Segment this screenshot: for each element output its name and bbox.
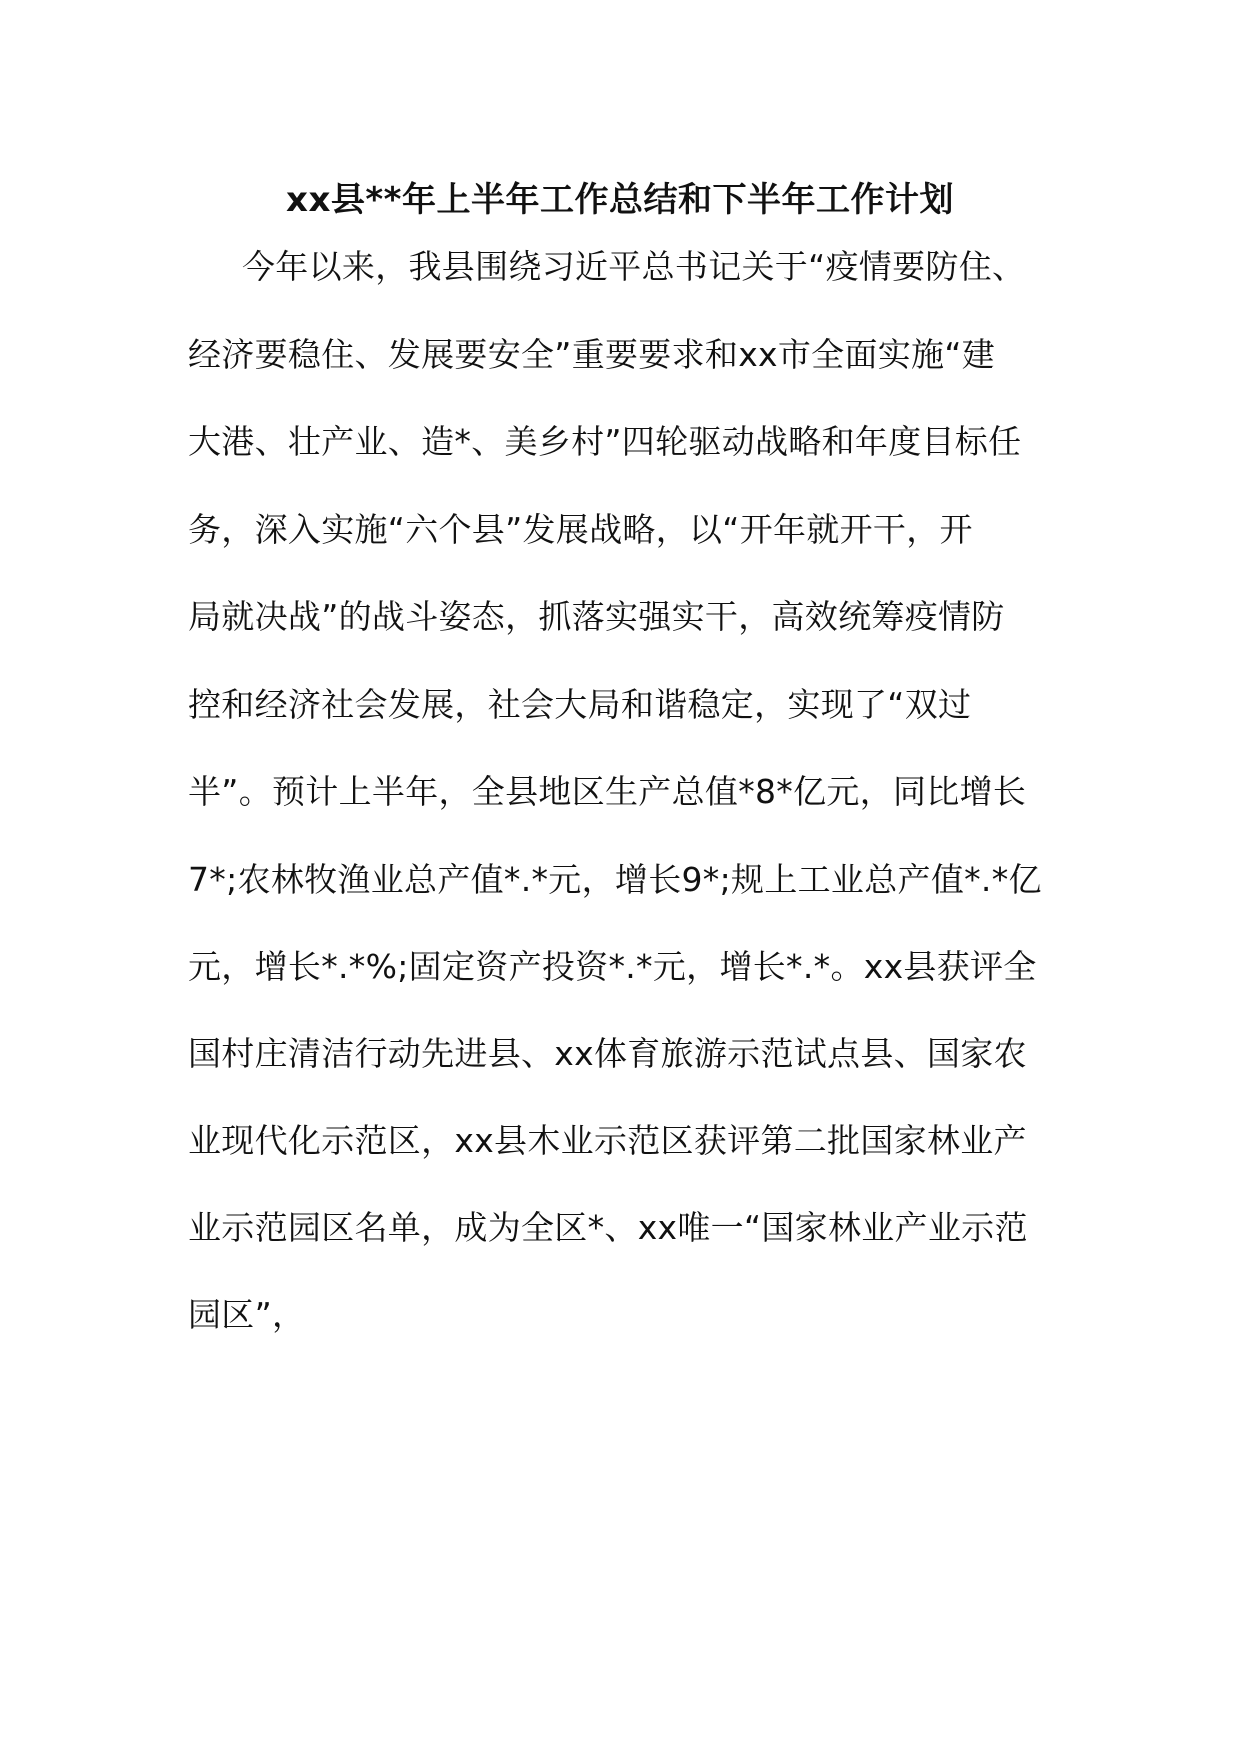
- paragraph-line-3: 大港、壮产业、造*、美乡村”四轮驱动战略和年度目标任: [188, 422, 1022, 461]
- document-title: xx县**年上半年工作总结和下半年工作计划: [286, 180, 954, 220]
- paragraph-line-8: 7*;农林牧渔业总产值*.*元，增长9*;规上工业总产值*.*亿: [188, 860, 1042, 899]
- paragraph-line-11: 业现代化示范区，xx县木业示范区获评第二批国家林业产: [188, 1121, 1027, 1160]
- paragraph-line-1: 今年以来，我县围绕习近平总书记关于“疫情要防住、: [242, 247, 1026, 286]
- paragraph-line-7: 半”。预计上半年，全县地区生产总值*8*亿元，同比增长: [188, 772, 1027, 811]
- paragraph-line-10: 国村庄清洁行动先进县、xx体育旅游示范试点县、国家农: [188, 1034, 1027, 1073]
- paragraph-line-6: 控和经济社会发展，社会大局和谐稳定，实现了“双过: [188, 685, 972, 724]
- paragraph-line-12: 业示范园区名单，成为全区*、xx唯一“国家林业产业示范: [188, 1208, 1028, 1247]
- paragraph-line-4: 务，深入实施“六个县”发展战略，以“开年就开干，开: [188, 510, 973, 549]
- paragraph-line-9: 元，增长*.*%;固定资产投资*.*元，增长*.*。xx县获评全: [188, 947, 1037, 986]
- paragraph-line-13: 园区”，: [188, 1295, 306, 1334]
- paragraph-line-2: 经济要稳住、发展要安全”重要要求和xx市全面实施“建: [188, 335, 996, 374]
- paragraph-line-5: 局就决战”的战斗姿态，抓落实强实干，高效统筹疫情防: [188, 597, 1005, 636]
